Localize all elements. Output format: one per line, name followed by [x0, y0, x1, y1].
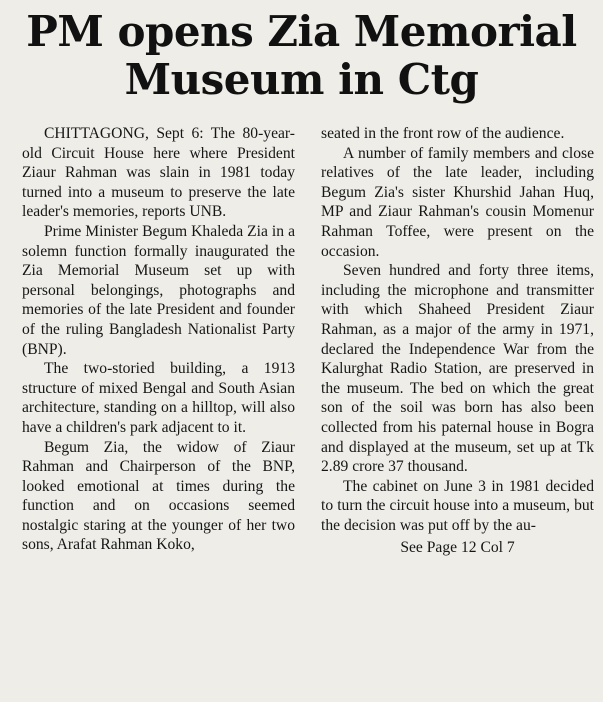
column-right	[321, 124, 594, 696]
paragraph: The two-storied building, a 1913 structure of mixed Bengal and South Asian architecture, standing on a hilltop, will also have a children's park adjacent to it.	[22, 360, 295, 436]
paragraph: Seven hundred and forty three items, including the microphone and transmitter with which Shaheed President Ziaur Rahman, as a major of the army in 1971, declared the Independence War from the Kalurghat Radio Station, are preserved in the museum. The bed on which the great son of the soil was born has also been collected from his paternal house in Bogra and displayed at the museum, set up at Tk 2.89 crore 37 thousand.	[321, 262, 594, 476]
paragraph: Prime Minister Begum Khaleda Zia in a solemn function formally inaugurated the Zia Memorial Museum set up with personal belongings, photographs and memories of the late President and founder of the ruling Bangladesh Nationalist Party (BNP).	[22, 222, 295, 358]
headline	[0, 8, 603, 104]
paragraph: A number of family members and close relatives of the late leader, including Begum Zia's sister Khurshid Jahan Huq, MP and Ziaur Rahman's cousin Momenur Rahman Toffee, were present on the occasion.	[321, 144, 594, 260]
article-body	[22, 124, 594, 696]
paragraph: CHITTAGONG, Sept 6: The 80-year-old Circuit House here where President Ziaur Rahman was slain in 1981 today turned into a museum to preserve the late leader's memories, reports UNB.	[22, 125, 295, 221]
headline-line-2: Museum in Ctg	[124, 55, 479, 104]
paragraph: The cabinet on June 3 in 1981 decided to turn the circuit house into a museum, but the decision was put off by the au-	[321, 477, 594, 534]
jump-line: See Page 12 Col 7	[400, 539, 515, 557]
paragraph: Begum Zia, the widow of Ziaur Rahman and Chairperson of the BNP, looked emotional at times during the function and on occasions seemed nostalgic staring at the younger of her two sons, Arafat Rahman Koko,	[22, 438, 295, 554]
paragraph-continuation: seated in the front row of the audience.	[321, 125, 565, 142]
headline-line-1: PM opens Zia Memorial	[26, 7, 577, 56]
column-left	[22, 124, 295, 696]
